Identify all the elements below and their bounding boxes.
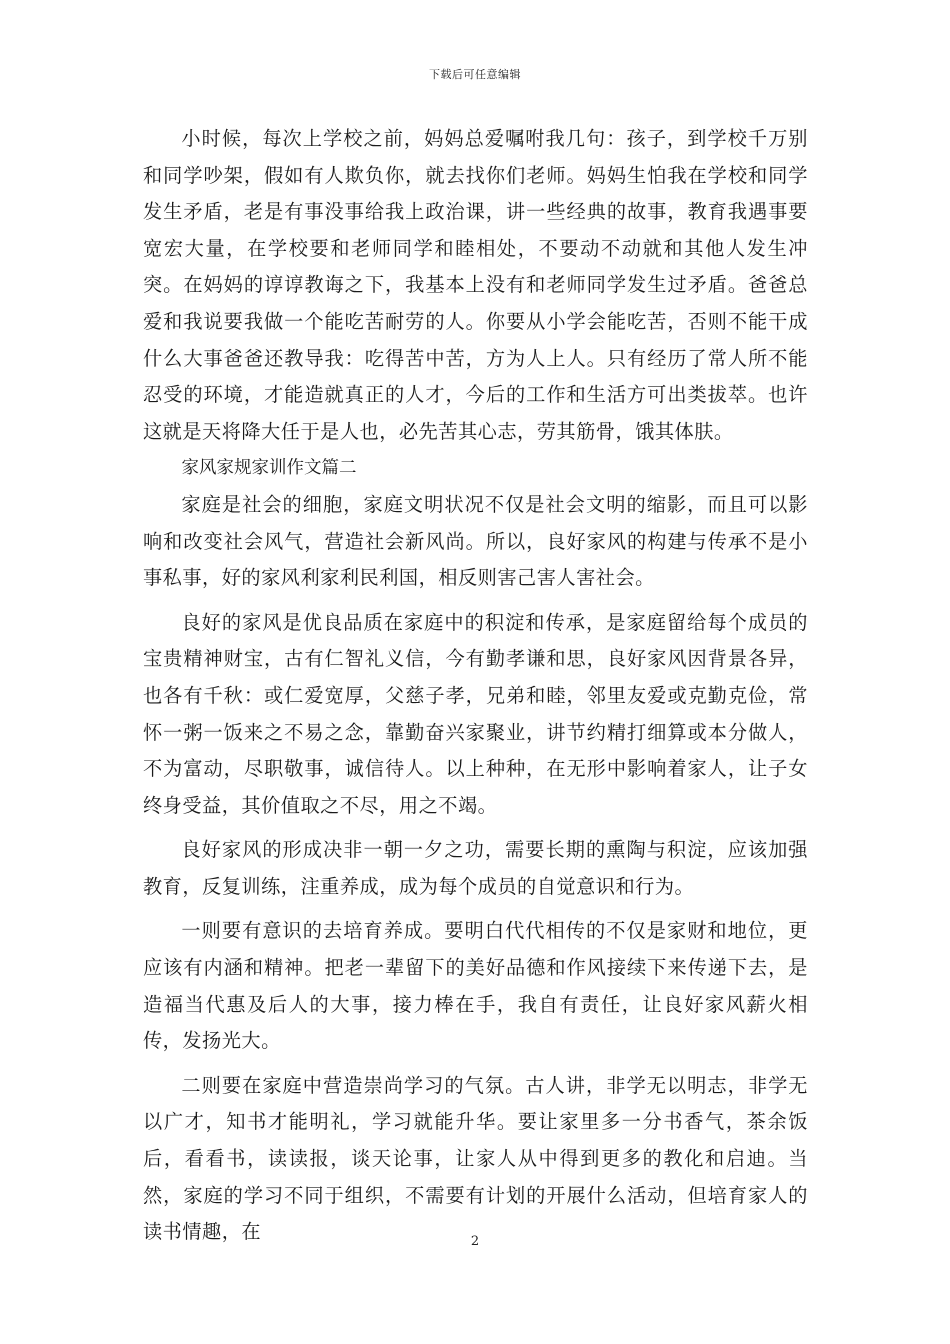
- paragraph-childhood: 小时候，每次上学校之前，妈妈总爱嘱咐我几句：孩子，到学校千万别和同学吵架，假如有人欺负你，就去找你们老师。妈妈生怕我在学校和同学发生矛盾，老是有事没事给我上政治课，讲一些经典的故事，教育我遇事要宽宏大量，在学校要和老师同学和睦相处，不要动不动就和其他人发生冲突。在妈妈的谆谆教诲之下，我基本上没有和老师同学发生过矛盾。爸爸总爱和我说要我做一个能吃苦耐劳的人。你要从小学会能吃苦，否则不能干成什么大事爸爸还教导我：吃得苦中苦，方为人上人。只有经历了常人所不能忍受的环境，才能造就真正的人才，今后的工作和生活方可出类拔萃。也许这就是天将降大任于是人也，必先苦其心志，劳其筋骨，饿其体肤。: [143, 127, 808, 443]
- page-header-note: 下载后可任意编辑: [429, 68, 521, 81]
- page-number: 2: [470, 1234, 480, 1249]
- paragraph-second-point: 二则要在家庭中营造崇尚学习的气氛。古人讲，非学无以明志，非学无以广才，知书才能明礼，学习就能升华。要让家里多一分书香气，茶余饭后，看看书，读读报，谈天论事，让家人从中得到更多的教化和启迪。当然，家庭的学习不同于组织，不需要有计划的开展什么活动，但培育家人的读书情趣，在: [143, 1073, 808, 1244]
- section-heading: 家风家规家训作文篇二: [181, 458, 357, 479]
- paragraph-family-cell: 家庭是社会的细胞，家庭文明状况不仅是社会文明的缩影，而且可以影响和改变社会风气，营造社会新风尚。所以，良好家风的构建与传承不是小事私事，好的家风利家利民利国，相反则害己害人害社会。: [143, 492, 808, 590]
- document-body: [143, 121, 808, 1251]
- paragraph-first-point: 一则要有意识的去培育养成。要明白代代相传的不仅是家财和地位，更应该有内涵和精神。把老一辈留下的美好品德和作风接续下来传递下去，是造福当代惠及后人的大事，接力棒在手，我自有责任，让良好家风薪火相传，发扬光大。: [143, 919, 808, 1053]
- paragraph-good-family-style: 良好的家风是优良品质在家庭中的积淀和传承，是家庭留给每个成员的宝贵精神财宝，古有仁智礼义信，今有勤孝谦和思，良好家风因背景各异，也各有千秋：或仁爱宽厚，父慈子孝，兄弟和睦，邻里友爱或克勤克俭，常怀一粥一饭来之不易之念，靠勤奋兴家聚业，讲节约精打细算或本分做人，不为富动，尽职敬事，诚信待人。以上种种，在无形中影响着家人，让子女终身受益，其价值取之不尽，用之不竭。: [143, 610, 808, 817]
- paragraph-formation: 良好家风的形成决非一朝一夕之功，需要长期的熏陶与积淀，应该加强教育，反复训练，注重养成，成为每个成员的自觉意识和行为。: [143, 838, 808, 898]
